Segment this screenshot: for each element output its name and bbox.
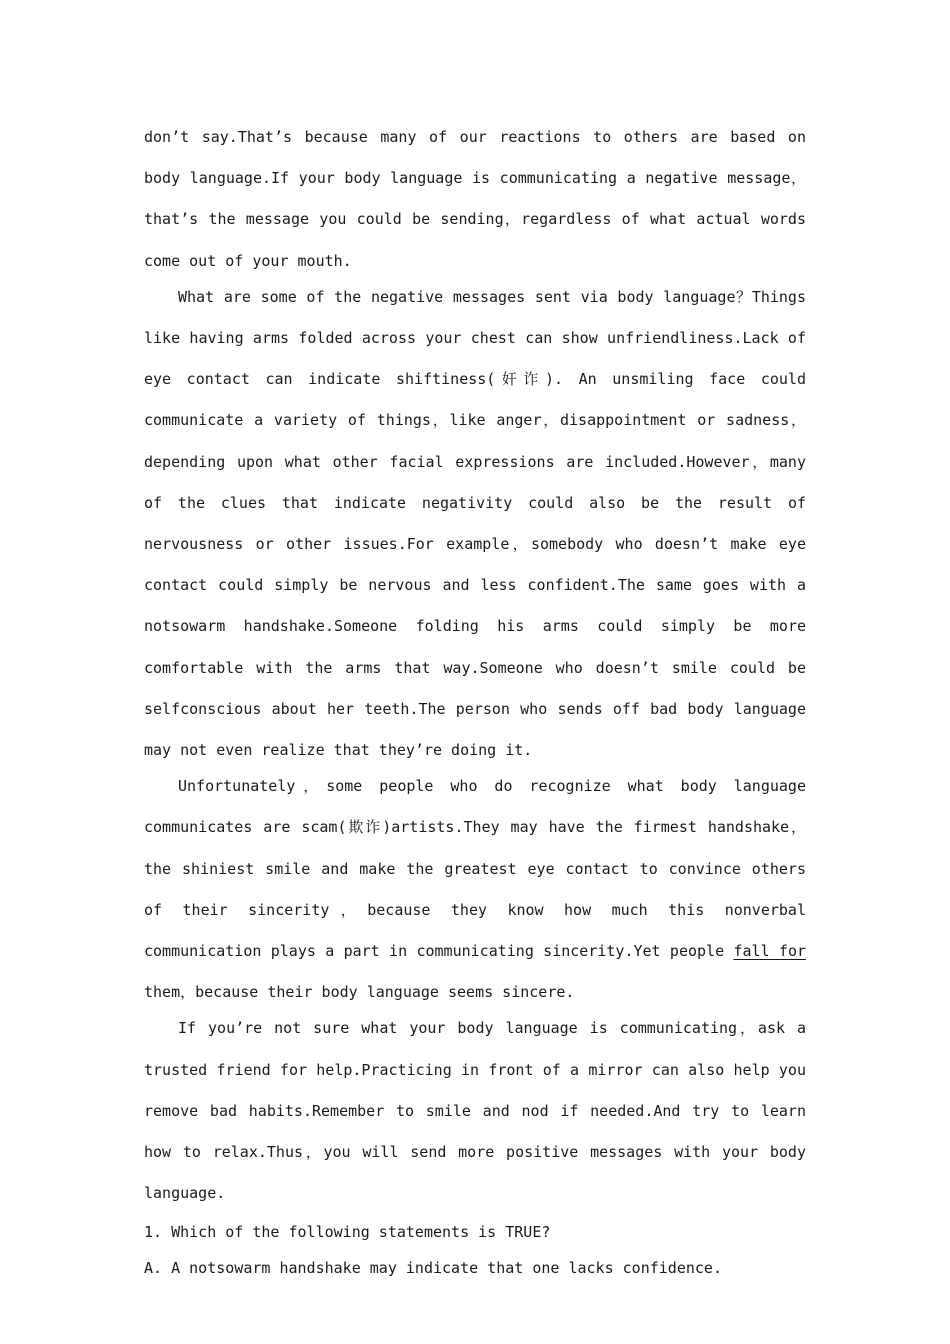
paragraph-3	[144, 766, 806, 1013]
paragraph-3-text-before: Unfortunately，some people who do recognize what body language communicates are scam(欺诈)artists.They may have the firmest handshake，the shiniest smile and make the greatest eye contact to convince others of their sincerity，because they know how much this nonverbal communication plays a part in communicating sincerity.Yet people	[144, 777, 806, 961]
paragraph-3-text-after: them，because their body language seems sincere.	[144, 983, 575, 1002]
paragraph-2: What are some of the negative messages sent via body language？Things like having arms folded across your chest can show unfriendliness.Lack of eye contact can indicate shiftiness(奸诈). An unsmiling face could communicate a variety of things，like anger，disappointment or sadness，depending upon what other facial expressions are included.However，many of the clues that indicate negativity could also be the result of nervousness or other issues.For example，somebody who doesn’t make eye contact could simply be nervous and less confident.The same goes with a notsowarm handshake.Someone folding his arms could simply be more comfortable with the arms that way.Someone who doesn’t smile could be selfconscious about her teeth.The person who sends off bad body language may not even realize that they’re doing it.	[144, 287, 806, 760]
paragraph-1: don’t say.That’s because many of our reactions to others are based on body language.If your body language is communicating a negative message，that’s the message you could be sending，regardless of what actual words come out of your mouth.	[144, 128, 806, 270]
paragraph-4: If you’re not sure what your body language is communicating，ask a trusted friend for help.Practicing in front of a mirror can also help you remove bad habits.Remember to smile and nod if needed.And try to learn how to relax.Thus，you will send more positive messages with your body language.	[144, 1019, 806, 1203]
underlined-phrase: fall for	[733, 942, 807, 961]
question-option-a: A. A notsowarm handshake may indicate that one lacks confidence.	[144, 1259, 722, 1278]
document-page	[144, 117, 806, 1286]
question-stem: 1. Which of the following statements is TRUE?	[144, 1223, 551, 1242]
